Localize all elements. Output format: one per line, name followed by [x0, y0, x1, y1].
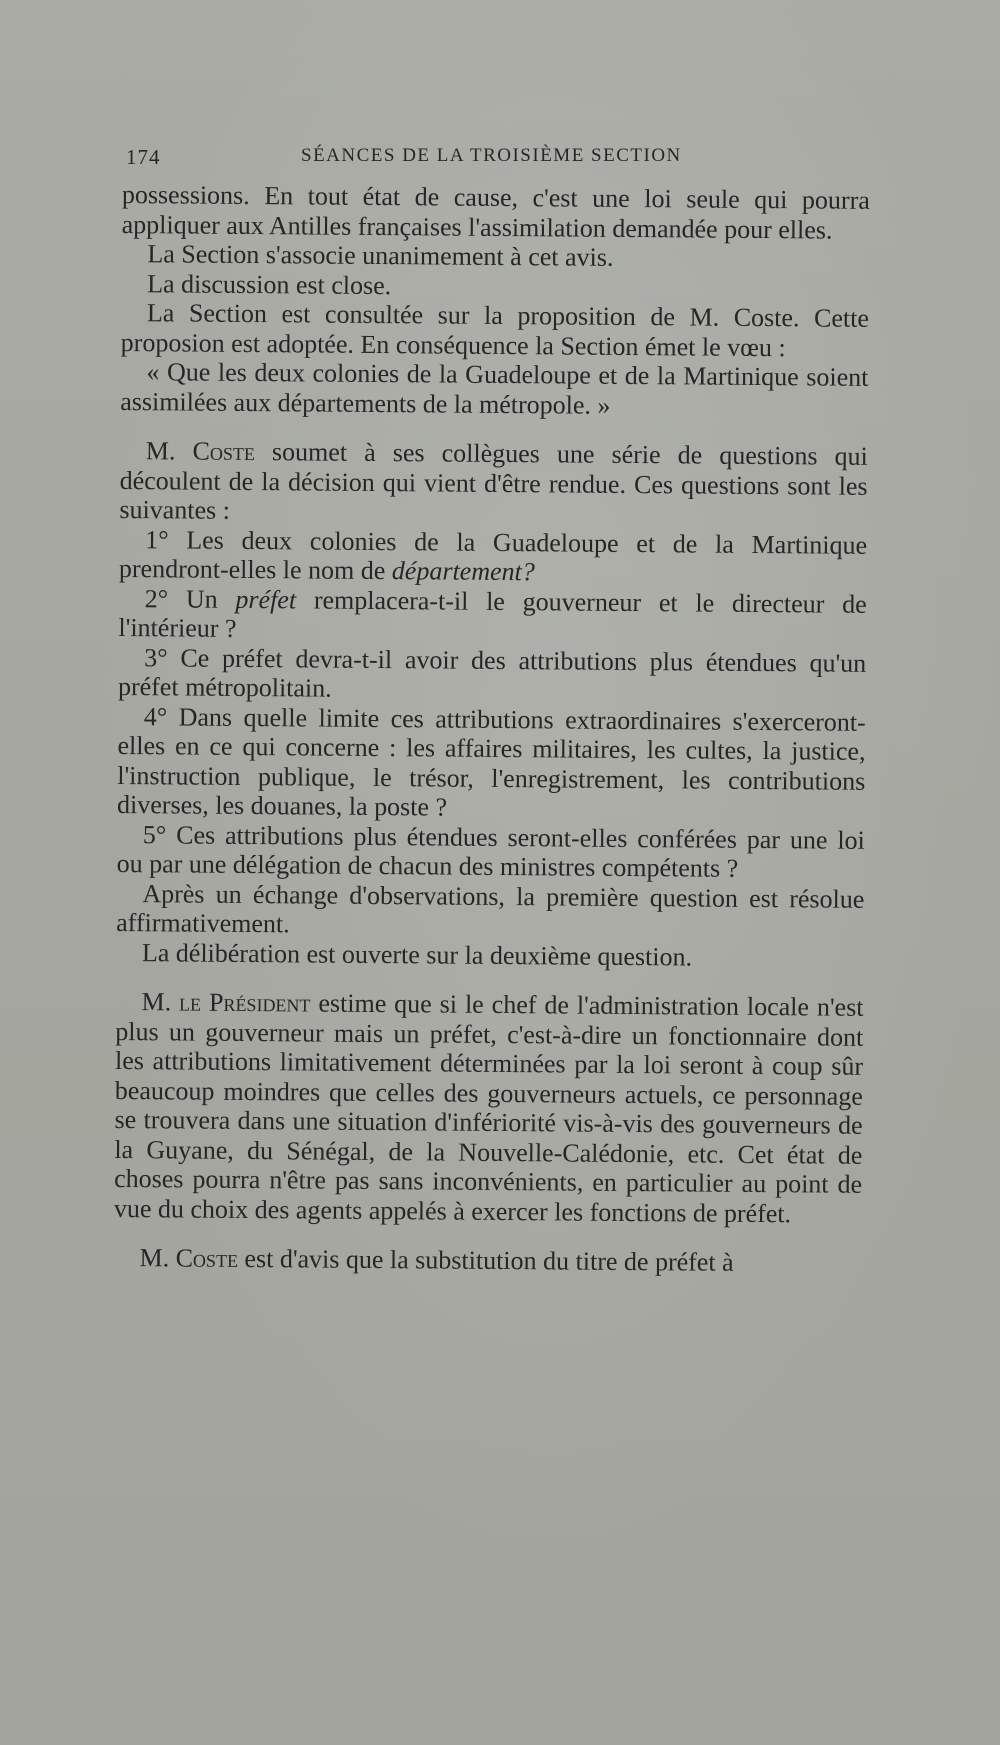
question-item: 4° Dans quelle limite ces attributions extraordinaires s'exerceront-elles en ce qui concerne : les affaires militaires, les cultes, la justice, l'instruction publique, le trésor, l'enregistrement, les contributions diverses, les douanes, la poste ? [116, 701, 866, 822]
paragraph: La Section s'associe unanimement à cet avis. [147, 239, 614, 272]
question-item: 3° Ce préfet devra-t-il avoir des attributions plus étendues qu'un préfet métropolitain. [117, 642, 867, 703]
speaker-name: Coste [175, 1243, 239, 1273]
paragraph-continuation: possessions. En tout état de cause, c'est une loi seule qui pourra appliquer aux Antilles françaises l'assimilation demandée pour elles. [121, 180, 870, 245]
question-item: 1° Les deux colonies de la Guadeloupe et de la Martinique prendront-elles le nom de département? [118, 524, 868, 587]
speaker-name: le Président [178, 987, 311, 1018]
paragraph: La délibération est ouverte sur la deuxième question. [141, 937, 693, 972]
speaker-name: Coste [192, 436, 256, 467]
paragraph: La discussion est close. [147, 268, 392, 300]
paragraph-speaker: M. Coste soumet à ses collègues une série de questions qui découlent de la décision qui vient d'être rendue. Ces questions sont les suivantes : [119, 436, 868, 525]
paragraph-quote: « Que les deux colonies de la Guadeloupe et de la Martinique soient assimilées aux départements de la métropole. » [120, 357, 869, 420]
page-number: 174 [126, 145, 161, 169]
paragraph: La Section est consultée sur la proposition de M. Coste. Cette proposion est adoptée. En conséquence la Section émet le vœu : [120, 298, 870, 362]
emphasis: département? [391, 556, 535, 587]
running-head: SÉANCES DE LA TROISIÈME SECTION [301, 145, 682, 166]
paragraph-speaker: M. le Président estime que si le chef de l'administration locale n'est plus un gouverneur mais un préfet, c'est-à-dire un fonctionnaire dont les attributions limitativement déterminées par la loi seront à coup sûr beaucoup moindres que celles des gouverneurs actuels, ce personnage se trouvera dans une situation d'infériorité vis-à-vis des gouverneurs de la Guyane, du Sénégal, de la Nouvelle-Calédonie, etc. Cet état de choses pourra n'être pas sans inconvénients, en particulier au point de vue du choix des agents appelés à exercer les fonctions de préfet. [113, 987, 864, 1228]
question-item: 5° Ces attributions plus étendues seront-elles conférées par une loi ou par une délégation de chacun des ministres compétents ? [116, 819, 865, 883]
paragraph-speaker: M. Coste est d'avis que la substitution du titre de préfet à [139, 1243, 734, 1277]
emphasis: préfet [235, 584, 297, 614]
page-header [126, 145, 866, 175]
paragraph: Après un échange d'observations, la première question est résolue affirmativement. [116, 878, 865, 939]
body-text [113, 180, 870, 1278]
question-item: 2° Un préfet remplacera-t-il le gouverneur et le directeur de l'intérieur ? [118, 583, 867, 643]
